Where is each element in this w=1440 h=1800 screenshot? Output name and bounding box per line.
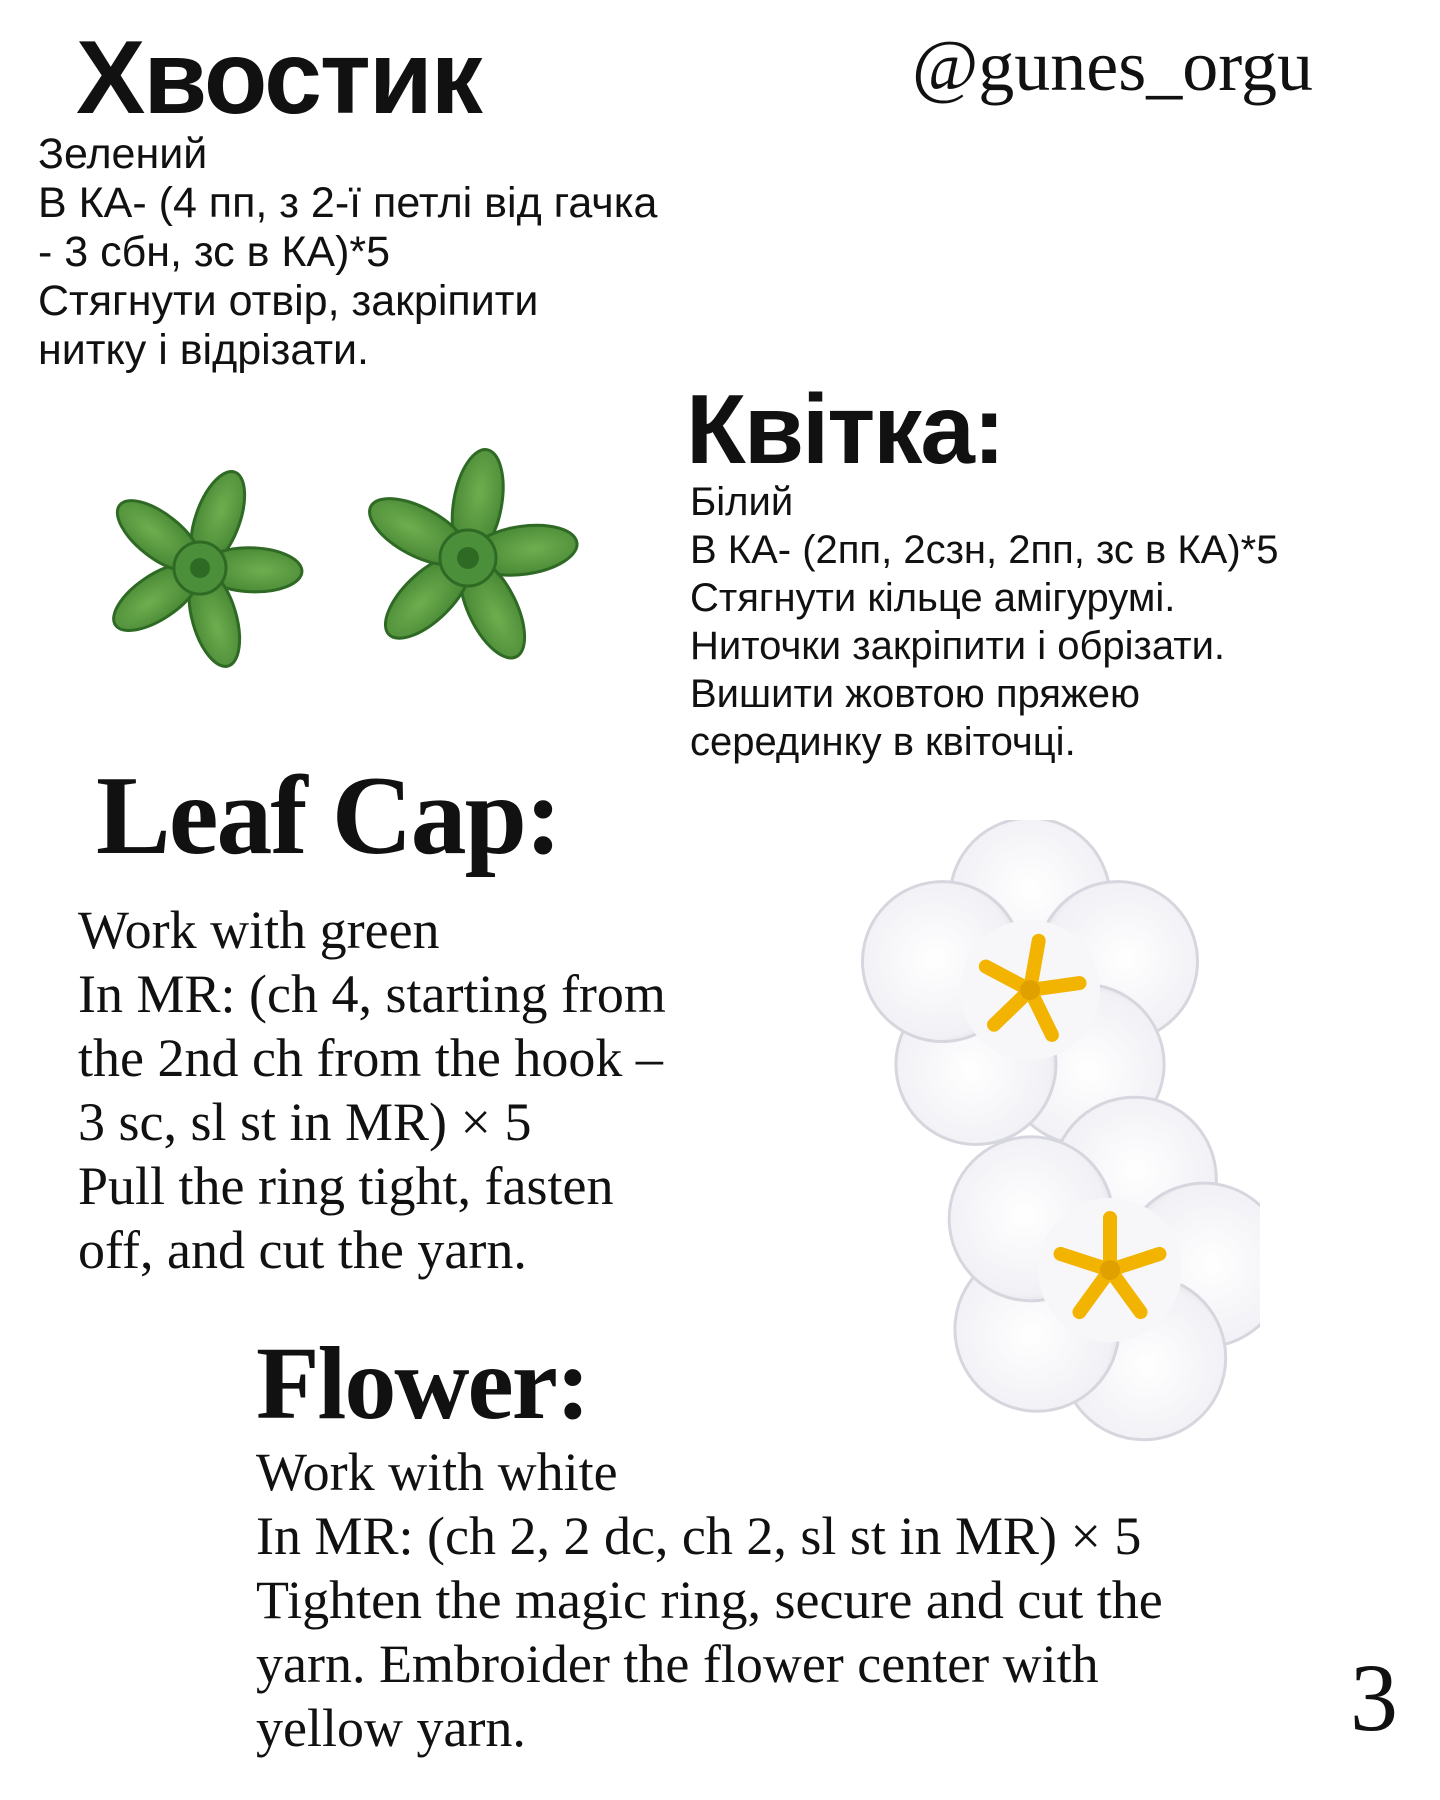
flower-en-line: Tighten the magic ring, secure and cut the	[256, 1570, 1163, 1630]
flower-ua-line: серединку в квіточці.	[690, 720, 1076, 764]
author-handle: @gunes_orgu	[912, 26, 1313, 106]
tail-line: Зелений	[38, 130, 208, 178]
tail-line: нитку і відрізати.	[38, 326, 370, 374]
flower-ua-line: Вишити жовтою пряжею	[690, 672, 1140, 716]
flower-instructions-ua	[690, 478, 1279, 766]
leaf-cap-instructions-en	[78, 898, 666, 1282]
leaf-cap-right-icon	[360, 446, 581, 668]
tail-line: Стягнути отвір, закріпити	[38, 277, 539, 325]
flower-title-en: Flower:	[256, 1326, 589, 1441]
flowers-icon	[840, 820, 1260, 1480]
flower-ua-line: Стягнути кільце амігурумі.	[690, 576, 1176, 620]
leaf-cap-title-en: Leaf Cap:	[96, 754, 561, 878]
flower-instructions-en	[256, 1440, 1163, 1760]
flowers-photo	[840, 820, 1260, 1480]
leaf-cap-left-icon	[103, 465, 303, 672]
page-number: 3	[1350, 1644, 1398, 1751]
leaf-cap-line: Work with green	[78, 900, 440, 960]
flower-title-ua: Квітка:	[686, 374, 1004, 484]
leaf-cap-line: 3 sc, sl st in MR) × 5	[78, 1092, 532, 1152]
tail-line: В КА- (4 пп, з 2-ї петлі від гачка	[38, 179, 658, 227]
tail-instructions-ua	[38, 130, 657, 375]
flower-en-line: In MR: (ch 2, 2 dc, ch 2, sl st in MR) × 5	[256, 1506, 1142, 1566]
leaf-caps-icon	[90, 440, 610, 700]
flower-ua-line: Білий	[690, 480, 794, 524]
flower-en-line: yellow yarn.	[256, 1698, 526, 1758]
flower-en-line: Work with white	[256, 1442, 618, 1502]
leaf-caps-photo	[90, 440, 610, 700]
leaf-cap-line: In MR: (ch 4, starting from	[78, 964, 666, 1024]
flower-en-line: yarn. Embroider the flower center with	[256, 1634, 1099, 1694]
leaf-cap-line: Pull the ring tight, fasten	[78, 1156, 614, 1216]
tail-title-ua: Хвостик	[76, 20, 481, 136]
tail-line: - 3 сбн, зс в КА)*5	[38, 228, 391, 276]
leaf-cap-line: the 2nd ch from the hook –	[78, 1028, 663, 1088]
leaf-cap-line: off, and cut the yarn.	[78, 1220, 527, 1280]
flower-ua-line: Ниточки закріпити і обрізати.	[690, 624, 1226, 668]
flower-ua-line: В КА- (2пп, 2сзн, 2пп, зс в КА)*5	[690, 528, 1279, 572]
